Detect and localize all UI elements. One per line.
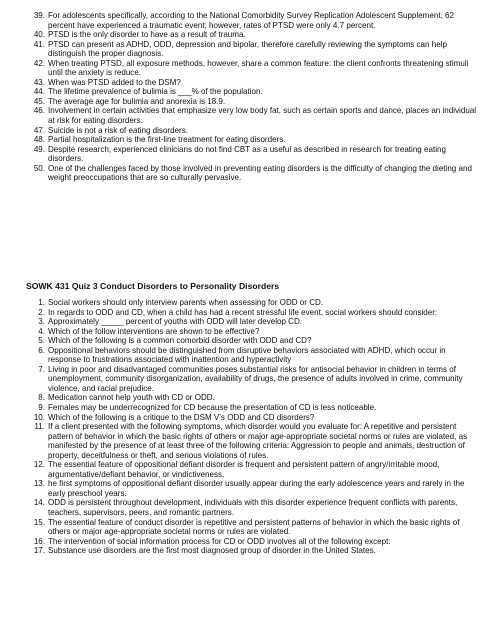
question-number: 45. [33, 96, 45, 106]
question-item [26, 518, 480, 537]
question-number: 44. [33, 87, 45, 97]
question-item [26, 403, 480, 413]
question-text: Suicide is not a risk of eating disorders. [48, 125, 188, 135]
question-text: The average age for bulimia and anorexia is 18.9. [48, 96, 226, 106]
question-text: Medication cannot help youth with CD or ODD. [48, 393, 215, 403]
question-text: Which of the follow interventions are shown to be effective? [48, 326, 260, 336]
question-number: 3. [38, 317, 45, 327]
question-text: PTSD is the only disorder to have as a result of trauma. [48, 30, 246, 40]
question-text: Approximately _____ percent of youths with ODD will later develop CD. [48, 317, 303, 327]
question-list-part1 [26, 11, 480, 183]
question-item [26, 97, 480, 107]
question-item [26, 59, 480, 78]
question-text: Females may be underrecognized for CD because the presentation of CD is less noticeable. [48, 403, 377, 413]
question-item [26, 298, 480, 308]
question-item [26, 498, 480, 517]
question-number: 16. [33, 536, 45, 546]
question-item [26, 546, 480, 556]
question-text: Social workers should only interview parents when assessing for ODD or CD. [48, 298, 324, 307]
question-number: 47. [33, 125, 45, 135]
question-number: 4. [38, 326, 45, 336]
question-number: 9. [38, 403, 45, 413]
question-item [26, 135, 480, 145]
question-text: Partial hospitalization is the first-line treatment for eating disorders. [48, 135, 286, 145]
question-item [26, 346, 480, 365]
question-item [26, 145, 480, 164]
question-item [26, 164, 480, 183]
question-text: The intervention of social information process for CD or ODD involves all of the following except: [48, 536, 391, 546]
question-text: When treating PTSD, all exposure methods, however, share a common feature: the client confronts threatening stimuli until the anxiety is reduce. [48, 58, 469, 78]
question-number: 8. [38, 393, 45, 403]
question-text: Involvement in certain activities that emphasize very low body fat, such as certain sports and dance, places an individual at risk for eating disorders. [48, 106, 477, 126]
question-item [26, 327, 480, 337]
question-number: 11. [34, 422, 45, 432]
question-item [26, 30, 480, 40]
question-text: Substance use disorders are the first most diagnosed group of disorder in the United States. [48, 546, 376, 556]
question-item [26, 317, 480, 327]
question-item [26, 308, 480, 318]
question-item [26, 87, 480, 97]
question-list-part2 [26, 298, 480, 556]
question-text: The essential feature of conduct disorder is repetitive and persistent patterns of behavior in which the basic rights of others or major age-appropriate societal norms or rules are violated. [48, 517, 460, 537]
question-text: Oppositional behaviors should be distinguished from disruptive behaviors associated with ADHD, which occur in response to frustrations associated with inattention and hyperactivity [48, 345, 446, 365]
question-number: 46. [33, 106, 45, 116]
question-item [26, 11, 480, 30]
question-number: 2. [38, 307, 45, 317]
question-text: In regards to ODD and CD, when a child has had a recent stressful life event, social workers should consider: [48, 307, 438, 317]
question-text: ODD is persistent throughout development, individuals with this disorder experience frequent conflicts with parents, teachers, supervisors, peers, and romantic partners. [48, 498, 458, 518]
question-item [26, 479, 480, 498]
question-text: Living in poor and disadvantaged communities poses substantial risks for antisocial behavior in children in terms of unemployment, community disorganization, availability of drugs, the presence of adults involved in crime, community violence, and racial prejudice. [48, 364, 463, 393]
question-number: 17. [33, 546, 45, 556]
question-number: 15. [33, 517, 45, 527]
question-item [26, 422, 480, 460]
question-number: 42. [33, 58, 45, 68]
question-text: For adolescents specifically, according to the National Comorbidity Survey Replication Adolescent Supplement, 62 percent have experienced a traumatic event; however, rates of PTSD were only 4.7 percent. [48, 11, 454, 30]
question-item [26, 78, 480, 88]
question-number: 49. [33, 144, 45, 154]
question-text: The essential feature of oppositional defiant disorder is frequent and persistent pattern of angry/irritable mood, argumentative/defiant behavior, or vindictiveness. [48, 460, 440, 479]
question-number: 40. [33, 30, 45, 40]
question-number: 48. [33, 135, 45, 145]
question-item [26, 460, 480, 479]
question-text: he first symptoms of oppositional defiant disorder usually appear during the early adolescence years and rarely in the early preschool years. [48, 479, 465, 498]
question-item [26, 413, 480, 423]
question-item [26, 126, 480, 136]
question-item [26, 393, 480, 403]
question-number: 1. [38, 298, 45, 307]
question-item [26, 106, 480, 125]
question-text: PTSD can present as ADHD, ODD, depression and bipolar, therefore carefully reviewing the symptoms can help distinguish the proper diagnosis. [48, 39, 447, 59]
question-number: 6. [38, 345, 45, 355]
question-number: 39. [33, 11, 45, 20]
question-number: 43. [33, 77, 45, 87]
question-item [26, 40, 480, 59]
question-number: 10. [33, 412, 45, 422]
question-number: 14. [33, 498, 45, 508]
section-title: SOWK 431 Quiz 3 Conduct Disorders to Personality Disorders [26, 281, 280, 291]
question-text: One of the challenges faced by those involved in preventing eating disorders is the difficulty of changing the dieting and weight preoccupations that are so culturally pervasive. [48, 163, 472, 183]
question-text: The lifetime prevalence of bulimia is ___% of the population. [48, 87, 263, 97]
question-item [26, 336, 480, 346]
question-item [26, 537, 480, 547]
question-item [26, 365, 480, 394]
question-text: Despite research, experienced clinicians do not find CBT as a useful as described in research for treating eating disorders. [48, 144, 446, 164]
question-number: 50. [33, 163, 45, 173]
question-number: 7. [38, 364, 45, 374]
question-number: 41. [33, 39, 45, 49]
question-number: 13. [33, 479, 45, 489]
question-text: Which of the following is a common comorbid disorder with ODD and CD? [48, 336, 312, 346]
question-number: 12. [33, 460, 45, 470]
question-number: 5. [38, 336, 45, 346]
question-text: When was PTSD added to the DSM? [48, 77, 181, 87]
question-text: Which of the following is a critique to the DSM V’s ODD and CD disorders? [48, 412, 315, 422]
question-text: If a client presented with the following symptoms, which disorder would you evaluate for: A repetitive and persistent pattern of behavior in which the basic rights of others or major age-appropriate societal norms or rules are violated, as manifested by the presence of at least three of the following criteria: Aggression to people and animals, destruction of property, deceitfulness or theft, and serious violations of rules. [48, 422, 468, 460]
